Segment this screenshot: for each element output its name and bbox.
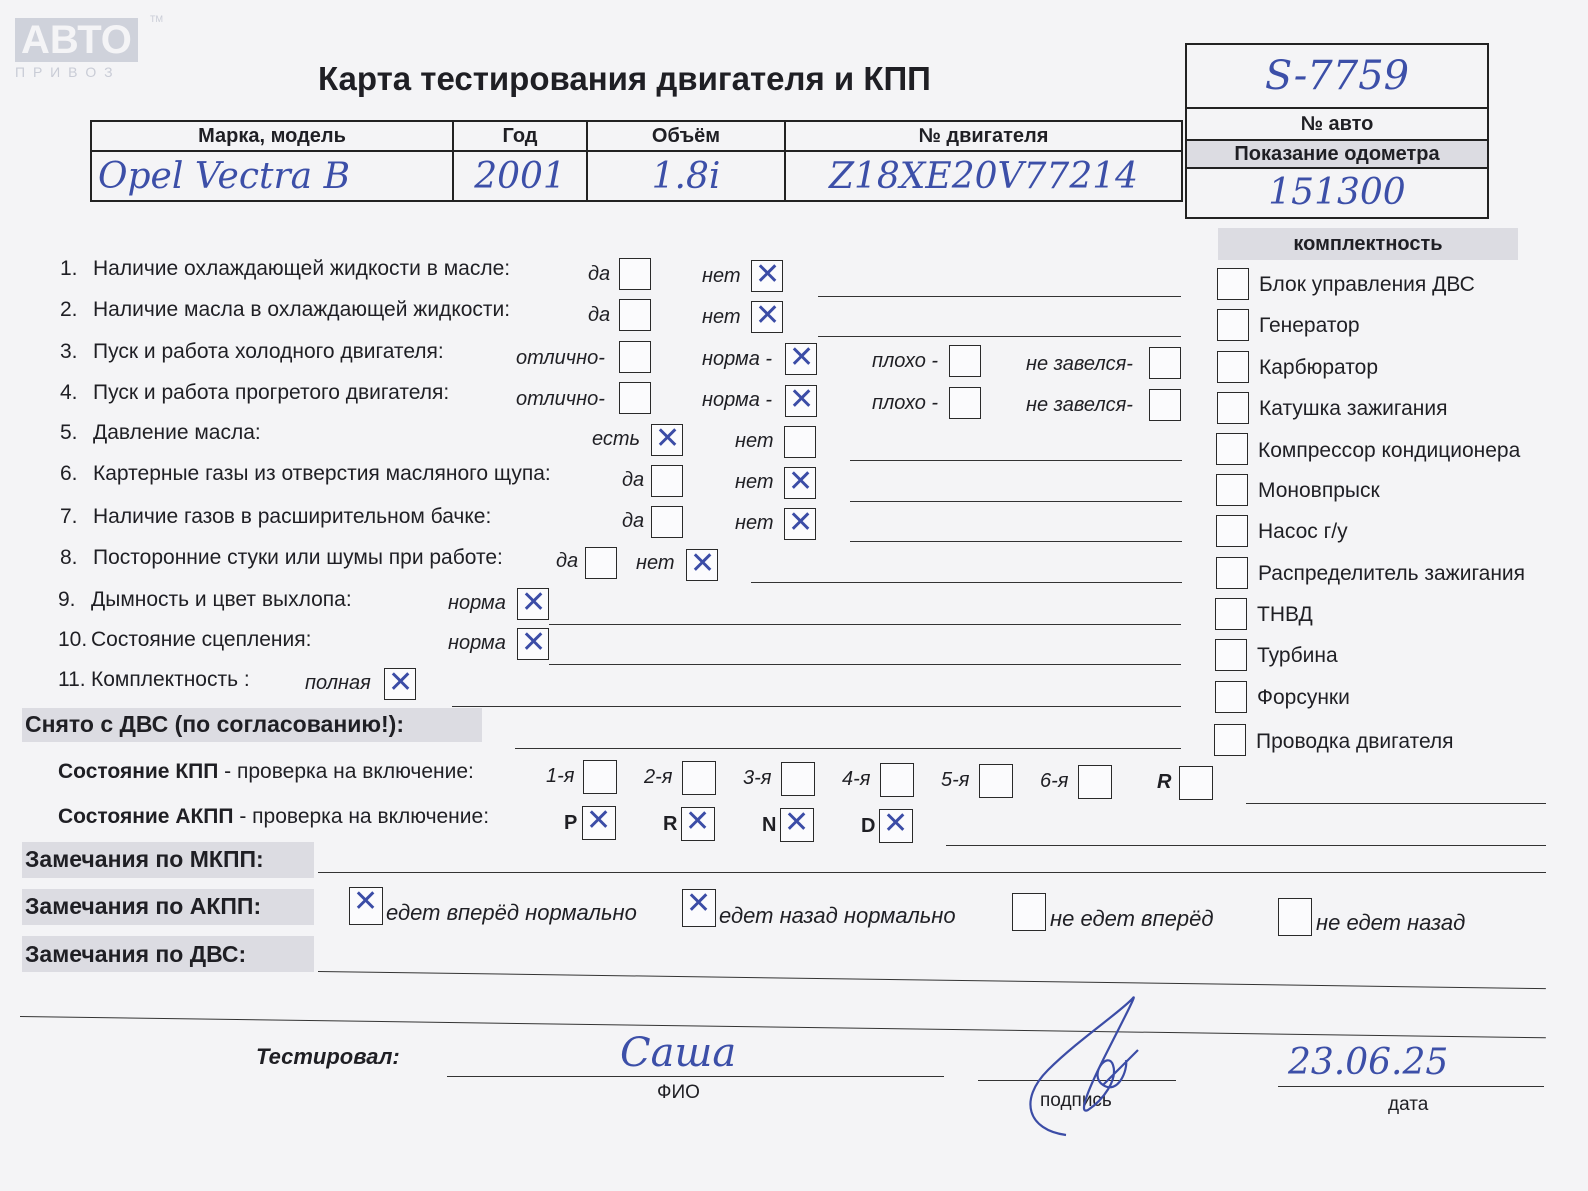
signature-mark bbox=[1008, 990, 1148, 1140]
tester-name: Саша bbox=[620, 1030, 737, 1076]
gear-checkbox[interactable] bbox=[781, 762, 815, 796]
note-line bbox=[515, 748, 1181, 749]
completeness-item: ТНВД bbox=[1257, 603, 1313, 626]
opt-label: да bbox=[622, 469, 645, 491]
gear-label: R bbox=[1157, 771, 1172, 793]
completeness-item: Карбюратор bbox=[1259, 356, 1379, 379]
item-number: 7. bbox=[60, 505, 78, 528]
completeness-item: Насос г/у bbox=[1258, 520, 1348, 543]
completeness-checkbox[interactable] bbox=[1216, 515, 1248, 547]
opt-label: не завелся- bbox=[1026, 394, 1133, 416]
completeness-item: Турбина bbox=[1257, 644, 1338, 667]
volume-label: Объём bbox=[587, 121, 785, 151]
completeness-checkbox[interactable] bbox=[1215, 639, 1247, 671]
full-checkbox[interactable] bbox=[384, 668, 416, 700]
item-number: 2. bbox=[60, 298, 78, 321]
no-checkbox[interactable] bbox=[686, 549, 718, 581]
item-label: Пуск и работа холодного двигателя: bbox=[93, 340, 444, 363]
item-label: Наличие охлаждающей жидкости в масле: bbox=[93, 257, 511, 280]
opt-label: нет bbox=[702, 265, 741, 287]
akpp-option-checkbox[interactable] bbox=[1012, 893, 1046, 931]
normal-checkbox[interactable] bbox=[517, 588, 549, 620]
date-line bbox=[1278, 1086, 1544, 1087]
opt-label: да bbox=[622, 510, 645, 532]
opt-label: нет bbox=[735, 430, 774, 452]
fio-label: ФИО bbox=[657, 1082, 700, 1103]
item-number: 11. bbox=[58, 668, 86, 691]
engine-label: № двигателя bbox=[785, 121, 1182, 151]
excellent-checkbox[interactable] bbox=[619, 341, 651, 373]
present-checkbox[interactable] bbox=[651, 424, 683, 456]
completeness-item: Генератор bbox=[1259, 314, 1360, 337]
no-checkbox[interactable] bbox=[784, 467, 816, 499]
note-line bbox=[751, 582, 1182, 583]
mode-checkbox[interactable] bbox=[681, 807, 715, 841]
page-title: Карта тестирования двигателя и КПП bbox=[318, 60, 931, 97]
watermark-brand: АВТО bbox=[15, 18, 138, 62]
auto-odometer-box bbox=[1185, 43, 1489, 219]
opt-label: нет bbox=[636, 552, 675, 574]
item-label: Комплектность : bbox=[91, 668, 250, 691]
no-checkbox[interactable] bbox=[784, 426, 816, 458]
completeness-checkbox[interactable] bbox=[1217, 309, 1249, 341]
completeness-header bbox=[1218, 228, 1518, 260]
normal-checkbox[interactable] bbox=[785, 385, 817, 417]
tested-label: Тестировал: bbox=[256, 1044, 400, 1069]
yes-checkbox[interactable] bbox=[585, 547, 617, 579]
make-value: Opel Vectra B bbox=[91, 151, 453, 201]
mode-label: N bbox=[762, 814, 777, 836]
note-line bbox=[850, 501, 1182, 502]
engine-value: Z18XE20V77214 bbox=[785, 151, 1182, 201]
gear-label: 5-я bbox=[941, 769, 970, 791]
akpp-option-label: едет назад нормально bbox=[719, 903, 956, 928]
kpp-label: Состояние КПП - проверка на включение: bbox=[58, 760, 474, 783]
mode-label: R bbox=[663, 813, 678, 835]
completeness-checkbox[interactable] bbox=[1216, 474, 1248, 506]
completeness-item: Проводка двигателя bbox=[1256, 730, 1454, 753]
note-line bbox=[818, 296, 1181, 297]
item-number: 9. bbox=[58, 588, 76, 611]
opt-label: нет bbox=[735, 512, 774, 534]
not-started-checkbox[interactable] bbox=[1149, 347, 1181, 379]
gear-label: 2-я bbox=[644, 766, 673, 788]
completeness-checkbox[interactable] bbox=[1215, 598, 1247, 630]
year-label: Год bbox=[453, 121, 587, 151]
item-number: 3. bbox=[60, 340, 78, 363]
item-label: Пуск и работа прогретого двигателя: bbox=[93, 381, 450, 404]
completeness-title: комплектность bbox=[1293, 233, 1443, 255]
gear-checkbox[interactable] bbox=[583, 760, 617, 794]
opt-label: норма bbox=[448, 592, 506, 614]
item-label: Посторонние стуки или шумы при работе: bbox=[93, 546, 503, 569]
opt-label: нет bbox=[735, 471, 774, 493]
note-line bbox=[850, 460, 1182, 461]
item-label: Наличие газов в расширительном бачке: bbox=[93, 505, 492, 528]
completeness-checkbox[interactable] bbox=[1216, 557, 1248, 589]
opt-label: нет bbox=[702, 306, 741, 328]
opt-label: отлично- bbox=[516, 347, 605, 369]
item-label: Картерные газы из отверстия масляного щупа: bbox=[93, 462, 551, 485]
no-checkbox[interactable] bbox=[751, 260, 783, 292]
completeness-checkbox[interactable] bbox=[1214, 724, 1246, 756]
make-label: Марка, модель bbox=[91, 121, 453, 151]
mode-label: P bbox=[564, 812, 578, 834]
item-number: 1. bbox=[60, 257, 78, 280]
akpp-label: Состояние АКПП - проверка на включение: bbox=[58, 805, 490, 828]
opt-label: да bbox=[556, 550, 579, 572]
akpp-option-checkbox[interactable] bbox=[682, 889, 716, 927]
opt-label: плохо - bbox=[872, 350, 939, 372]
note-line bbox=[452, 706, 1181, 707]
no-checkbox[interactable] bbox=[784, 508, 816, 540]
removed-label: Снято с ДВС (по согласованию!): bbox=[25, 711, 404, 737]
normal-checkbox[interactable] bbox=[785, 343, 817, 375]
gear-checkbox[interactable] bbox=[979, 764, 1013, 798]
item-label: Дымность и цвет выхлопа: bbox=[91, 588, 352, 611]
opt-label: полная bbox=[305, 672, 371, 694]
item-label: Состояние сцепления: bbox=[91, 628, 312, 651]
watermark-sub: П Р И В О З bbox=[15, 64, 115, 80]
opt-label: да bbox=[588, 263, 611, 285]
gear-checkbox[interactable] bbox=[1179, 766, 1213, 800]
akpp-option-label: едет вперёд нормально bbox=[386, 900, 637, 925]
yes-checkbox[interactable] bbox=[619, 299, 651, 331]
volume-value: 1.8i bbox=[587, 151, 785, 201]
item-number: 10. bbox=[58, 628, 88, 651]
remarks-mkpp-label: Замечания по МКПП: bbox=[25, 846, 264, 872]
gear-label: 3-я bbox=[743, 767, 772, 789]
not-started-checkbox[interactable] bbox=[1149, 389, 1181, 421]
completeness-checkbox[interactable] bbox=[1217, 268, 1249, 300]
gear-label: 6-я bbox=[1040, 770, 1069, 792]
completeness-item: Моновпрыск bbox=[1258, 479, 1380, 502]
completeness-item: Распределитель зажигания bbox=[1258, 562, 1526, 585]
yes-checkbox[interactable] bbox=[619, 258, 651, 290]
remarks-dvs-label: Замечания по ДВС: bbox=[25, 941, 247, 967]
akpp-option-label: не едет вперёд bbox=[1050, 906, 1214, 931]
item-number: 6. bbox=[60, 462, 78, 485]
signature-label: подпись bbox=[1040, 1090, 1112, 1111]
yes-checkbox[interactable] bbox=[651, 506, 683, 538]
date-label: дата bbox=[1388, 1094, 1429, 1115]
bad-checkbox[interactable] bbox=[949, 387, 981, 419]
note-line bbox=[549, 664, 1181, 665]
remarks-akpp-label: Замечания по АКПП: bbox=[25, 893, 262, 919]
note-line bbox=[549, 624, 1181, 625]
completeness-item: Форсунки bbox=[1257, 686, 1350, 709]
akpp-option-checkbox[interactable] bbox=[1278, 898, 1312, 936]
vehicle-table bbox=[90, 120, 1183, 202]
completeness-checkbox[interactable] bbox=[1217, 392, 1249, 424]
mode-label: D bbox=[861, 815, 876, 837]
item-number: 5. bbox=[60, 421, 78, 444]
gear-checkbox[interactable] bbox=[682, 761, 716, 795]
note-line bbox=[1246, 803, 1546, 804]
note-line bbox=[946, 845, 1546, 846]
completeness-checkbox[interactable] bbox=[1217, 351, 1249, 383]
auto-number-label: № авто bbox=[1187, 109, 1487, 141]
opt-label: не завелся- bbox=[1026, 353, 1133, 375]
opt-label: норма bbox=[448, 632, 506, 654]
completeness-item: Компрессор кондиционера bbox=[1258, 439, 1521, 462]
opt-label: норма - bbox=[702, 348, 773, 370]
normal-checkbox[interactable] bbox=[517, 628, 549, 660]
note-line bbox=[318, 872, 1546, 873]
year-value: 2001 bbox=[453, 151, 587, 201]
fio-line bbox=[447, 1076, 944, 1077]
yes-checkbox[interactable] bbox=[651, 465, 683, 497]
opt-label: есть bbox=[592, 428, 641, 450]
completeness-checkbox[interactable] bbox=[1216, 433, 1248, 465]
watermark-tm: TM bbox=[150, 14, 163, 24]
excellent-checkbox[interactable] bbox=[619, 382, 651, 414]
item-label: Наличие масла в охлаждающей жидкости: bbox=[93, 298, 511, 321]
mode-checkbox[interactable] bbox=[780, 808, 814, 842]
odometer-value: 151300 bbox=[1268, 172, 1406, 213]
note-line bbox=[850, 541, 1182, 542]
opt-label: плохо - bbox=[872, 392, 939, 414]
note-line bbox=[318, 971, 1546, 989]
akpp-option-checkbox[interactable] bbox=[349, 887, 383, 925]
item-label: Давление масла: bbox=[93, 421, 261, 444]
gear-checkbox[interactable] bbox=[880, 763, 914, 797]
watermark-logo bbox=[15, 14, 163, 80]
gear-label: 1-я bbox=[546, 765, 575, 787]
gear-checkbox[interactable] bbox=[1078, 765, 1112, 799]
gear-label: 4-я bbox=[842, 768, 871, 790]
bad-checkbox[interactable] bbox=[949, 345, 981, 377]
item-number: 4. bbox=[60, 381, 78, 404]
item-number: 8. bbox=[60, 546, 78, 569]
akpp-option-label: не едет назад bbox=[1316, 910, 1466, 935]
completeness-item: Катушка зажигания bbox=[1259, 397, 1448, 420]
mode-checkbox[interactable] bbox=[582, 806, 616, 840]
auto-number-value: S-7759 bbox=[1264, 53, 1410, 99]
note-line bbox=[818, 336, 1181, 337]
opt-label: норма - bbox=[702, 389, 773, 411]
opt-label: отлично- bbox=[516, 388, 605, 410]
completeness-checkbox[interactable] bbox=[1215, 681, 1247, 713]
opt-label: да bbox=[588, 304, 611, 326]
mode-checkbox[interactable] bbox=[879, 809, 913, 843]
date-value: 23.06.25 bbox=[1288, 1042, 1449, 1083]
completeness-item: Блок управления ДВС bbox=[1259, 273, 1475, 296]
note-line bbox=[20, 1016, 1546, 1038]
odometer-label: Показание одометра bbox=[1187, 141, 1487, 169]
no-checkbox[interactable] bbox=[751, 301, 783, 333]
